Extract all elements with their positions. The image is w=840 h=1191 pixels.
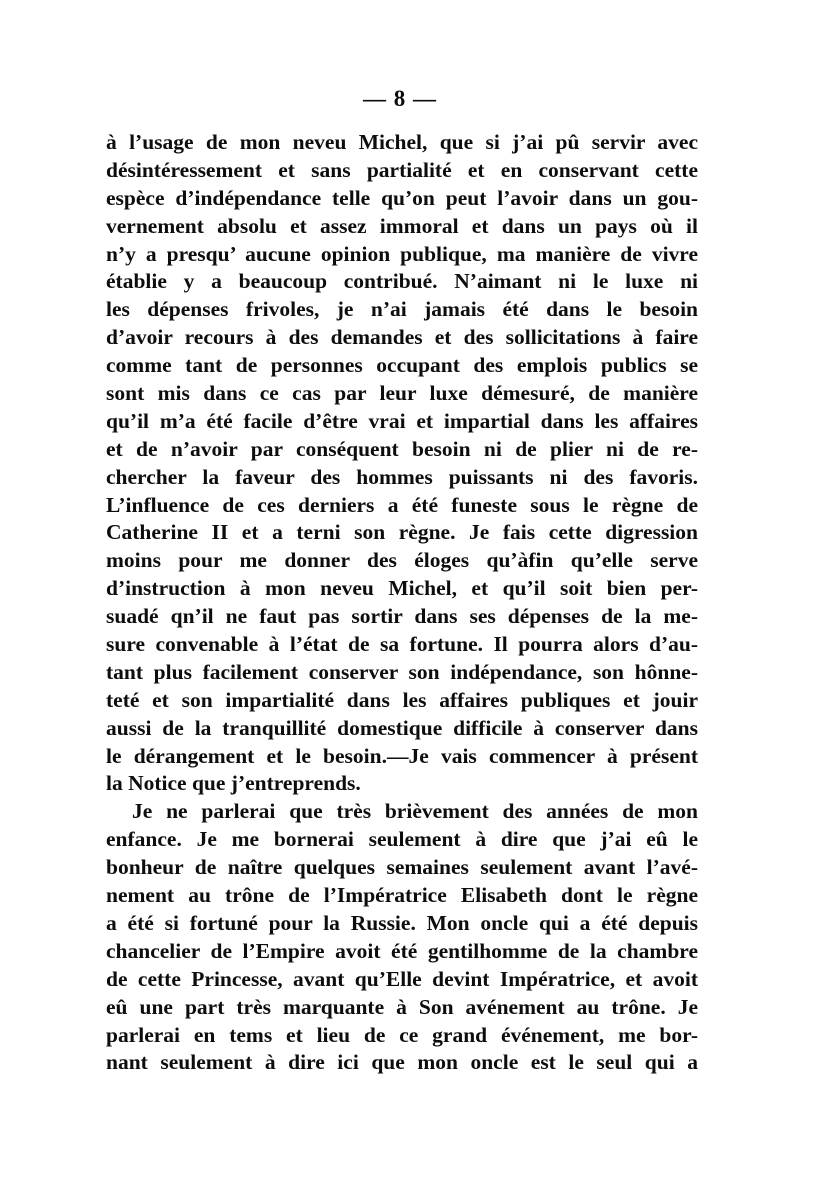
text-line: sure convenable à l’état de sa fortune. Il pourra alors d’au- [106, 632, 698, 657]
text-line: et de n’avoir par conséquent besoin ni de plier ni de re- [106, 436, 698, 461]
text-line: sont mis dans ce cas par leur luxe démesuré, de manière [106, 381, 698, 406]
text-line: bonheur de naître quelques semaines seulement avant l’avé- [106, 855, 698, 880]
text-line: moins pour me donner des éloges qu’àfin qu’elle serve [106, 548, 698, 573]
text-line: à l’usage de mon neveu Michel, que si j’ai pû servir avec [106, 130, 698, 154]
text-line: nement au trône de l’Impératrice Elisabeth dont le règne [106, 883, 698, 908]
text-line: suadé qn’il ne faut pas sortir dans ses dépenses de la me- [106, 604, 698, 629]
text-line: chercher la faveur des hommes puissants ni des favoris. [106, 464, 698, 489]
text-line: comme tant de personnes occupant des emplois publics se [106, 353, 698, 378]
text-line: les dépenses frivoles, je n’ai jamais été dans le besoin [106, 297, 698, 322]
text-line: parlerai en tems et lieu de ce grand événement, me bor- [106, 1022, 698, 1047]
text-line: a été si fortuné pour la Russie. Mon oncle qui a été depuis [106, 910, 698, 935]
text-line: vernement absolu et assez immoral et dans un pays où il [106, 213, 698, 238]
text-line: d’instruction à mon neveu Michel, et qu’il soit bien per- [106, 576, 698, 601]
text-line: désintéressement et sans partialité et en conservant cette [106, 157, 698, 182]
text-line: aussi de la tranquillité domestique difficile à conserver dans [106, 715, 698, 740]
text-line: L’influence de ces derniers a été funeste sous le règne de [106, 492, 698, 517]
text-line: espèce d’indépendance telle qu’on peut l’avoir dans un gou- [106, 185, 698, 210]
text-line: d’avoir recours à des demandes et des sollicitations à faire [106, 325, 698, 350]
text-line: n’y a presqu’ aucune opinion publique, ma manière de vivre [106, 241, 698, 266]
text-line: enfance. Je me bornerai seulement à dire que j’ai eû le [106, 827, 698, 852]
text-line: nant seulement à dire ici que mon oncle est le seul qui a [106, 1050, 698, 1075]
text-line: établie y a beaucoup contribué. N’aimant ni le luxe ni [106, 269, 698, 294]
text-line: la Notice que j’entreprends. [106, 771, 361, 796]
text-line: Catherine II et a terni son règne. Je fais cette digression [106, 520, 698, 545]
page-number: — 8 — [363, 86, 437, 111]
text-line: qu’il m’a été facile d’être vrai et impartial dans les affaires [106, 408, 698, 433]
body-text [106, 129, 698, 1077]
text-line: eû une part très marquante à Son avénement au trône. Je [106, 994, 698, 1019]
text-line: chancelier de l’Empire avoit été gentilhomme de la chambre [106, 938, 698, 963]
text-line: Je ne parlerai que très brièvement des années de mon [132, 799, 698, 824]
text-line: de cette Princesse, avant qu’Elle devint Impératrice, et avoit [106, 966, 698, 991]
text-line: teté et son impartialité dans les affaires publiques et jouir [106, 687, 698, 712]
text-line: tant plus facilement conserver son indépendance, son hônne- [106, 659, 698, 684]
text-line: le dérangement et le besoin.—Je vais commencer à présent [106, 743, 698, 768]
